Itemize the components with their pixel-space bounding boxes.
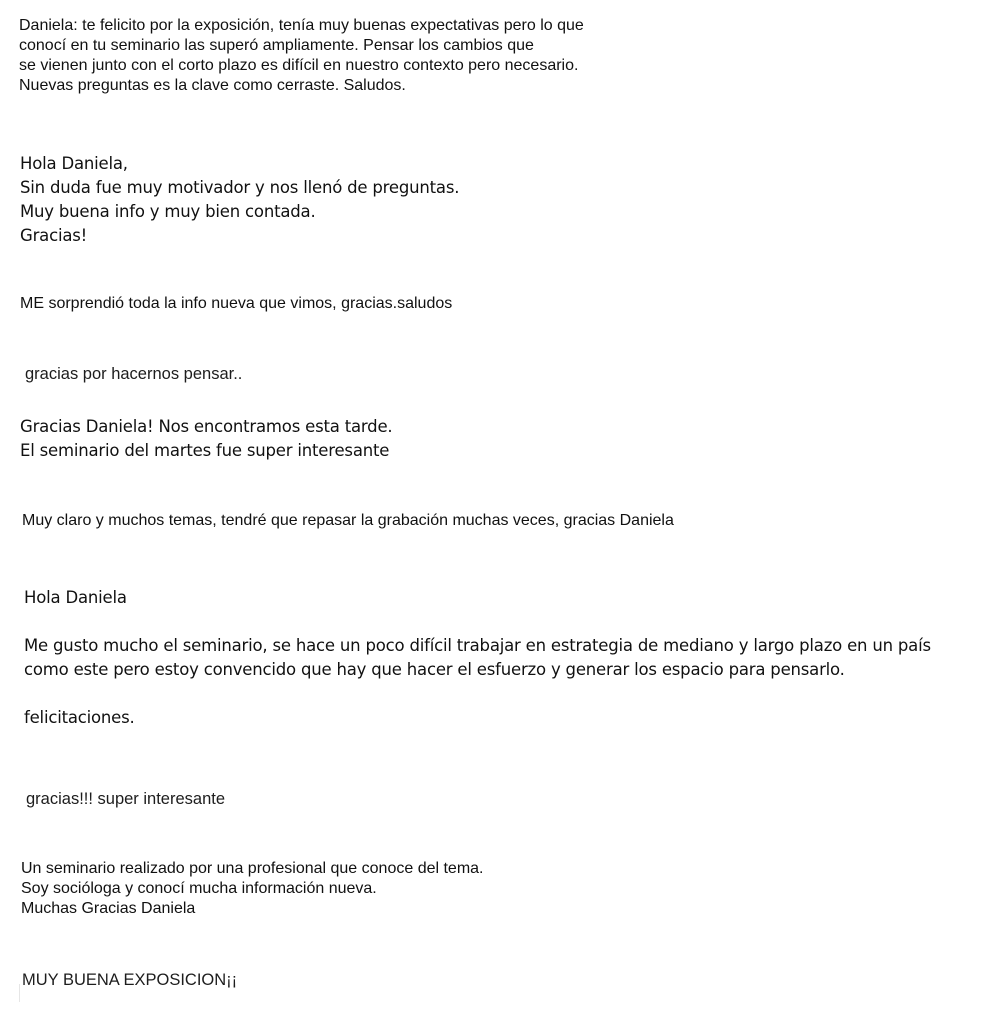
comment-line: conocí en tu seminario las superó ampliamente. Pensar los cambios que — [19, 37, 534, 54]
comment-line: El seminario del martes fue super interesante — [20, 441, 390, 460]
comment-4 — [25, 364, 242, 384]
comment-line: Nuevas preguntas es la clave como cerraste. Saludos. — [19, 77, 406, 94]
comment-line: Hola Daniela, — [20, 154, 128, 173]
comment-1 — [19, 16, 584, 96]
comment-8 — [26, 789, 225, 809]
comment-line: gracias!!! super interesante — [26, 790, 226, 808]
comment-line: Muy buena info y muy bien contada. — [20, 202, 316, 221]
comment-line: como este pero estoy convencido que hay que hacer el esfuerzo y generar los espacio para pensarlo. — [24, 660, 845, 679]
comment-closing: felicitaciones. — [24, 708, 135, 727]
comment-9 — [21, 859, 484, 919]
comment-line: Soy socióloga y conocí mucha información nueva. — [21, 880, 377, 897]
comment-line: Muchas Gracias Daniela — [21, 900, 196, 917]
comment-line: ME sorprendió toda la info nueva que vimos, gracias.saludos — [20, 295, 453, 312]
comment-3 — [20, 294, 452, 314]
comment-7-body — [24, 634, 931, 682]
comment-line: Me gusto mucho el seminario, se hace un poco difícil trabajar en estrategia de mediano y largo plazo en un país — [24, 636, 931, 655]
comment-5 — [20, 415, 392, 463]
comment-10 — [22, 970, 237, 990]
comment-7 — [24, 586, 127, 610]
comment-line: Un seminario realizado por una profesional que conoce del tema. — [21, 860, 484, 877]
left-border-line — [19, 984, 20, 1002]
comment-line: Gracias Daniela! Nos encontramos esta tarde. — [20, 417, 393, 436]
comment-2 — [20, 152, 459, 248]
comment-7-closing — [24, 706, 135, 730]
comment-line: Muy claro y muchos temas, tendré que repasar la grabación muchas veces, gracias Daniela — [22, 512, 674, 529]
comment-line: se vienen junto con el corto plazo es difícil en nuestro contexto pero necesario. — [19, 57, 579, 74]
comment-greeting: Hola Daniela — [24, 588, 127, 607]
comment-line: Sin duda fue muy motivador y nos llenó de preguntas. — [20, 178, 460, 197]
comment-line: MUY BUENA EXPOSICION¡¡ — [22, 971, 238, 989]
comment-line: Gracias! — [20, 226, 88, 245]
comment-line: gracias por hacernos pensar.. — [25, 365, 243, 383]
comment-line: Daniela: te felicito por la exposición, tenía muy buenas expectativas pero lo que — [19, 17, 584, 34]
comment-6 — [22, 511, 674, 531]
